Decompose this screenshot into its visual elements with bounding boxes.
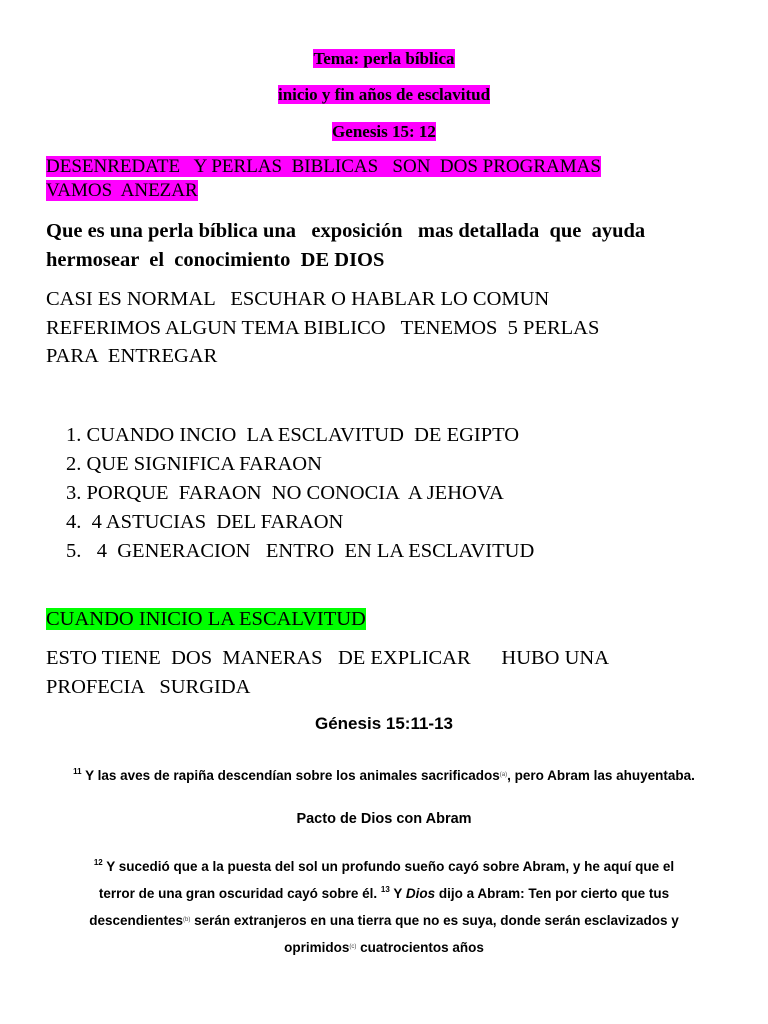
- list-item: 1. CUANDO INCIO LA ESCLAVITUD DE EGIPTO: [66, 424, 520, 446]
- section-heading: CUANDO INICIO LA ESCALVITUD: [46, 608, 366, 630]
- list-item: 4. 4 ASTUCIAS DEL FARAON: [66, 511, 344, 533]
- normal-line-2: REFERIMOS ALGUN TEMA BIBLICO TENEMOS 5 PERLAS: [46, 316, 600, 339]
- verse-11-text-a: Y las aves de rapiña descendían sobre los animales sacrificados: [85, 768, 500, 783]
- verse-13-dios: Dios: [405, 886, 436, 901]
- verse-12-line-1: Y sucedió que a la puesta del sol un profundo sueño cayó sobre Abram, y he aquí que el: [106, 859, 675, 874]
- passage-reference: Génesis 15:11-13: [315, 714, 453, 733]
- intro-line-2: hermosear el conocimiento DE DIOS: [46, 248, 385, 271]
- scripture-reference: Genesis 15: 12: [332, 122, 436, 141]
- verse-13-lead: Y: [393, 886, 406, 901]
- explain-line-2: PROFECIA SURGIDA: [46, 675, 251, 698]
- explain-paragraph: [46, 644, 726, 701]
- pact-heading: Pacto de Dios con Abram: [296, 811, 472, 827]
- reference-line: [0, 121, 768, 143]
- verse-13-line-3a: descendientes: [89, 913, 183, 928]
- list-item: 5. 4 GENERACION ENTRO EN LA ESCLAVITUD: [66, 540, 535, 562]
- pearls-list: [66, 421, 534, 566]
- subtitle: inicio y fin años de esclavitud: [277, 85, 491, 104]
- verse-11-text-b: , pero Abram las ahuyentaba.: [507, 768, 695, 783]
- verse-13-text-a: dijo a Abram: Ten por cierto que tus: [435, 886, 670, 901]
- verse-number: 12: [93, 858, 103, 867]
- list-item: 2. QUE SIGNIFICA FARAON: [66, 453, 322, 475]
- normal-paragraph: [46, 285, 726, 371]
- verse-13-line-4b: cuatrocientos años: [356, 940, 484, 955]
- intro-paragraph: [46, 217, 726, 274]
- verse-11: [40, 762, 728, 789]
- verse-13-line-4a: oprimidos: [284, 940, 350, 955]
- verse-13-line-3b: serán extranjeros en una tierra que no es suya, donde serán esclavizados y: [190, 913, 679, 928]
- list-item: 3. PORQUE FARAON NO CONOCIA A JEHOVA: [66, 482, 504, 504]
- footnote-marker[interactable]: (c): [349, 944, 357, 950]
- verse-number: 11: [73, 767, 82, 776]
- footnote-marker[interactable]: (a): [499, 772, 508, 778]
- verses-12-13: [40, 853, 728, 961]
- programs-line-1: DESENREDATE Y PERLAS BIBLICAS SON DOS PROGRAMAS: [46, 156, 601, 177]
- verse-12-line-2: terror de una gran oscuridad cayó sobre él.: [98, 886, 381, 901]
- programs-heading: [46, 155, 706, 203]
- subtitle-line: [0, 84, 768, 106]
- normal-line-3: PARA ENTREGAR: [46, 345, 218, 367]
- topic-title-line: [0, 48, 768, 70]
- verse-number: 13: [380, 885, 390, 894]
- topic-title: Tema: perla bíblica: [313, 49, 455, 68]
- section-heading-block: [46, 605, 726, 634]
- explain-line-1: ESTO TIENE DOS MANERAS DE EXPLICAR HUBO UNA: [46, 647, 610, 669]
- normal-line-1: CASI ES NORMAL ESCUHAR O HABLAR LO COMUN: [46, 288, 550, 310]
- programs-line-2: VAMOS ANEZAR: [46, 180, 198, 201]
- footnote-marker[interactable]: (b): [183, 917, 191, 923]
- intro-line-1: Que es una perla bíblica una exposición mas detallada que ayuda: [46, 220, 646, 242]
